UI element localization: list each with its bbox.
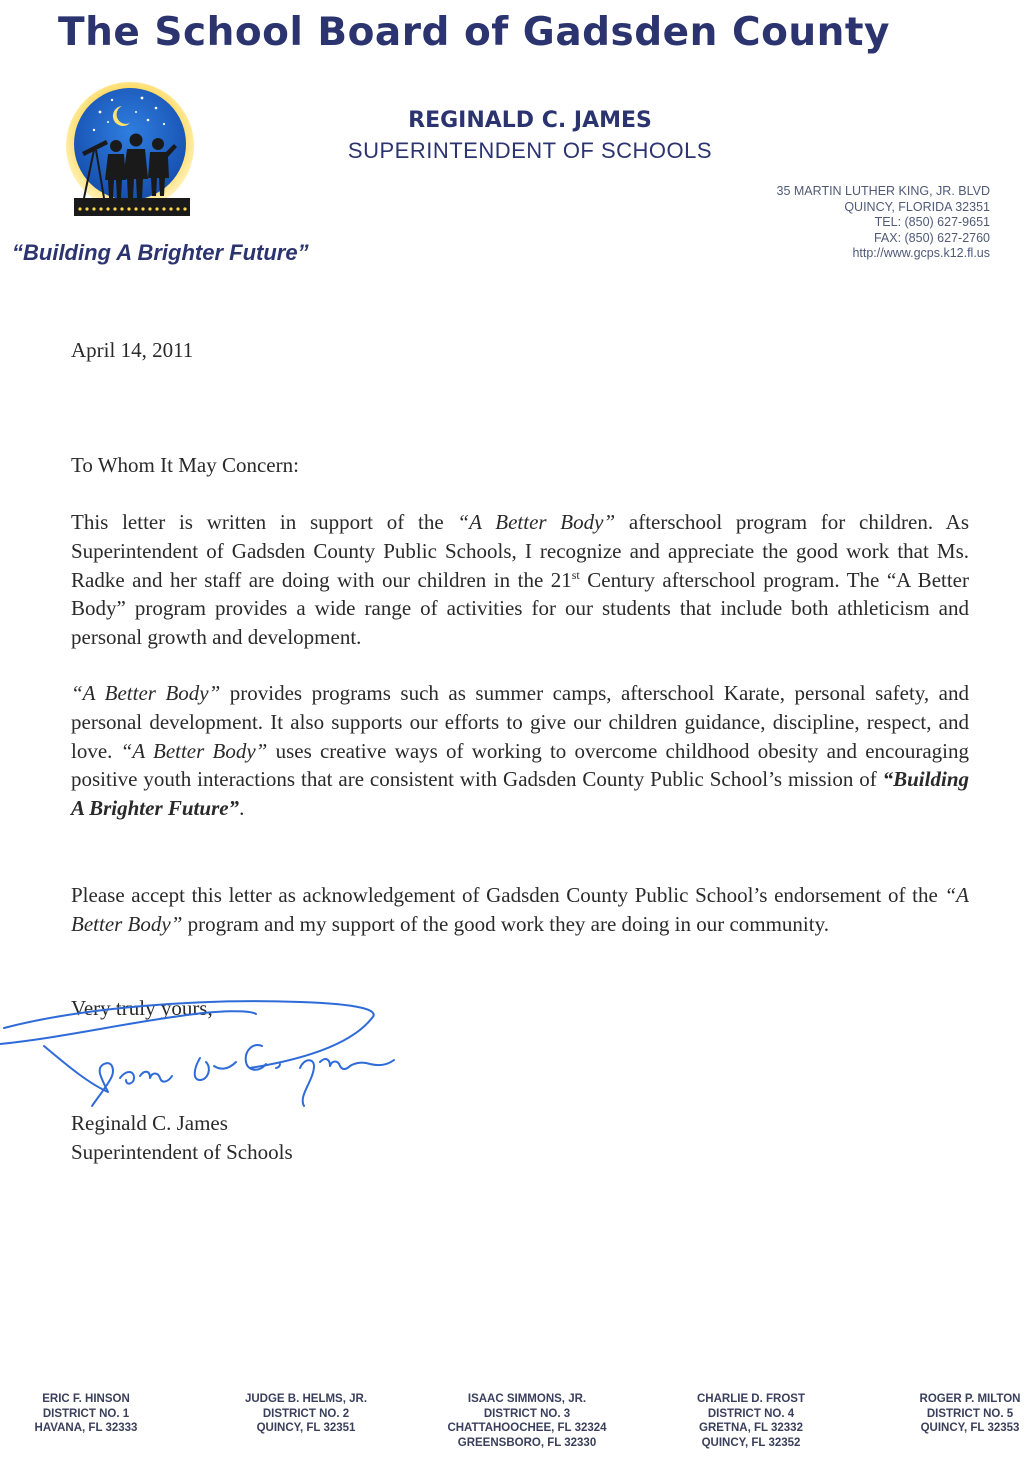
address-block: [777, 184, 990, 262]
board-member-district-5: [904, 1392, 1036, 1436]
signer-title: Superintendent of Schools: [71, 1140, 293, 1164]
member-name: ROGER P. MILTON: [919, 1393, 1021, 1405]
program-name: “A Better Body”: [71, 681, 221, 705]
signer-name: Reginald C. James: [71, 1111, 228, 1135]
closing: Very truly yours,: [71, 996, 213, 1020]
member-district: DISTRICT NO. 5: [926, 1407, 1014, 1420]
salutation: To Whom It May Concern:: [71, 453, 299, 477]
organization-title: The School Board of Gadsden County: [58, 10, 890, 55]
member-city: CHATTAHOOCHEE, FL 32324: [447, 1422, 607, 1434]
program-name: “A Better Body”: [120, 738, 268, 763]
paragraph-2: “A Better Body” provides programs such as summer camps, afterschool Karate, personal safety, and personal development. It also supports our efforts to give our children guidance, discipline, respect, and love. “A Better Body” uses creative ways of working to overcome childhood obesity and encouraging positive youth interactions that are consistent with Gadsden County Public School’s mission of “Building A Brighter Future”.: [71, 681, 969, 821]
address-website[interactable]: http://www.gcps.k12.fl.us: [852, 246, 990, 260]
address-street: 35 MARTIN LUTHER KING, JR. BLVD: [776, 184, 990, 198]
member-city: GREENSBORO, FL 32330: [457, 1436, 597, 1449]
program-name: “A Better Body”: [71, 883, 969, 936]
member-district: DISTRICT NO. 2: [262, 1407, 350, 1420]
member-district: DISTRICT NO. 3: [483, 1407, 571, 1420]
paragraph-1: This letter is written in support of the “A Better Body” afterschool program for children. As Superintendent of Gadsden County Public Schools, I recognize and appreciate the good work that Ms. Radke and her staff are doing with our children in the 21st Century afterschool program. The “A Better Body” program provides a wide range of activities for our students that include both athleticism and personal growth and development.: [71, 510, 969, 650]
board-member-district-2: [228, 1392, 384, 1436]
mission-statement: “Building A Brighter Future”: [71, 767, 969, 821]
paragraph-3: Please accept this letter as acknowledgement of Gadsden County Public School’s endorsement of the “A Better Body” program and my support of the good work they are doing in our community.: [71, 883, 969, 936]
member-name: CHARLIE D. FROST: [697, 1393, 805, 1405]
superintendent-title: SUPERINTENDENT OF SCHOOLS: [347, 138, 713, 163]
member-name: ERIC F. HINSON: [42, 1393, 130, 1405]
tagline: “Building A Brighter Future”: [12, 240, 309, 265]
address-phone: TEL: (850) 627-9651: [874, 215, 990, 229]
member-city: QUINCY, FL 32351: [256, 1422, 356, 1434]
member-district: DISTRICT NO. 1: [42, 1407, 130, 1420]
member-city: QUINCY, FL 32352: [701, 1436, 801, 1449]
member-district: DISTRICT NO. 4: [707, 1407, 795, 1420]
member-city: QUINCY, FL 32353: [920, 1422, 1020, 1434]
board-member-district-1: [14, 1392, 158, 1436]
member-name: JUDGE B. HELMS, JR.: [244, 1393, 368, 1405]
letter-date: April 14, 2011: [71, 338, 194, 362]
address-city: QUINCY, FLORIDA 32351: [844, 199, 990, 214]
program-name: “A Better Body”: [457, 510, 616, 534]
superintendent-name: REGINALD C. JAMES: [408, 108, 652, 133]
school-board-logo: [60, 82, 200, 224]
board-member-district-3: [430, 1392, 624, 1450]
member-city: GRETNA, FL 32332: [699, 1422, 803, 1434]
address-fax: FAX: (850) 627-2760: [873, 230, 990, 245]
board-member-district-4: [676, 1392, 826, 1450]
member-name: ISAAC SIMMONS, JR.: [467, 1393, 587, 1405]
member-city: HAVANA, FL 32333: [34, 1422, 138, 1434]
handwritten-signature: [0, 988, 440, 1118]
